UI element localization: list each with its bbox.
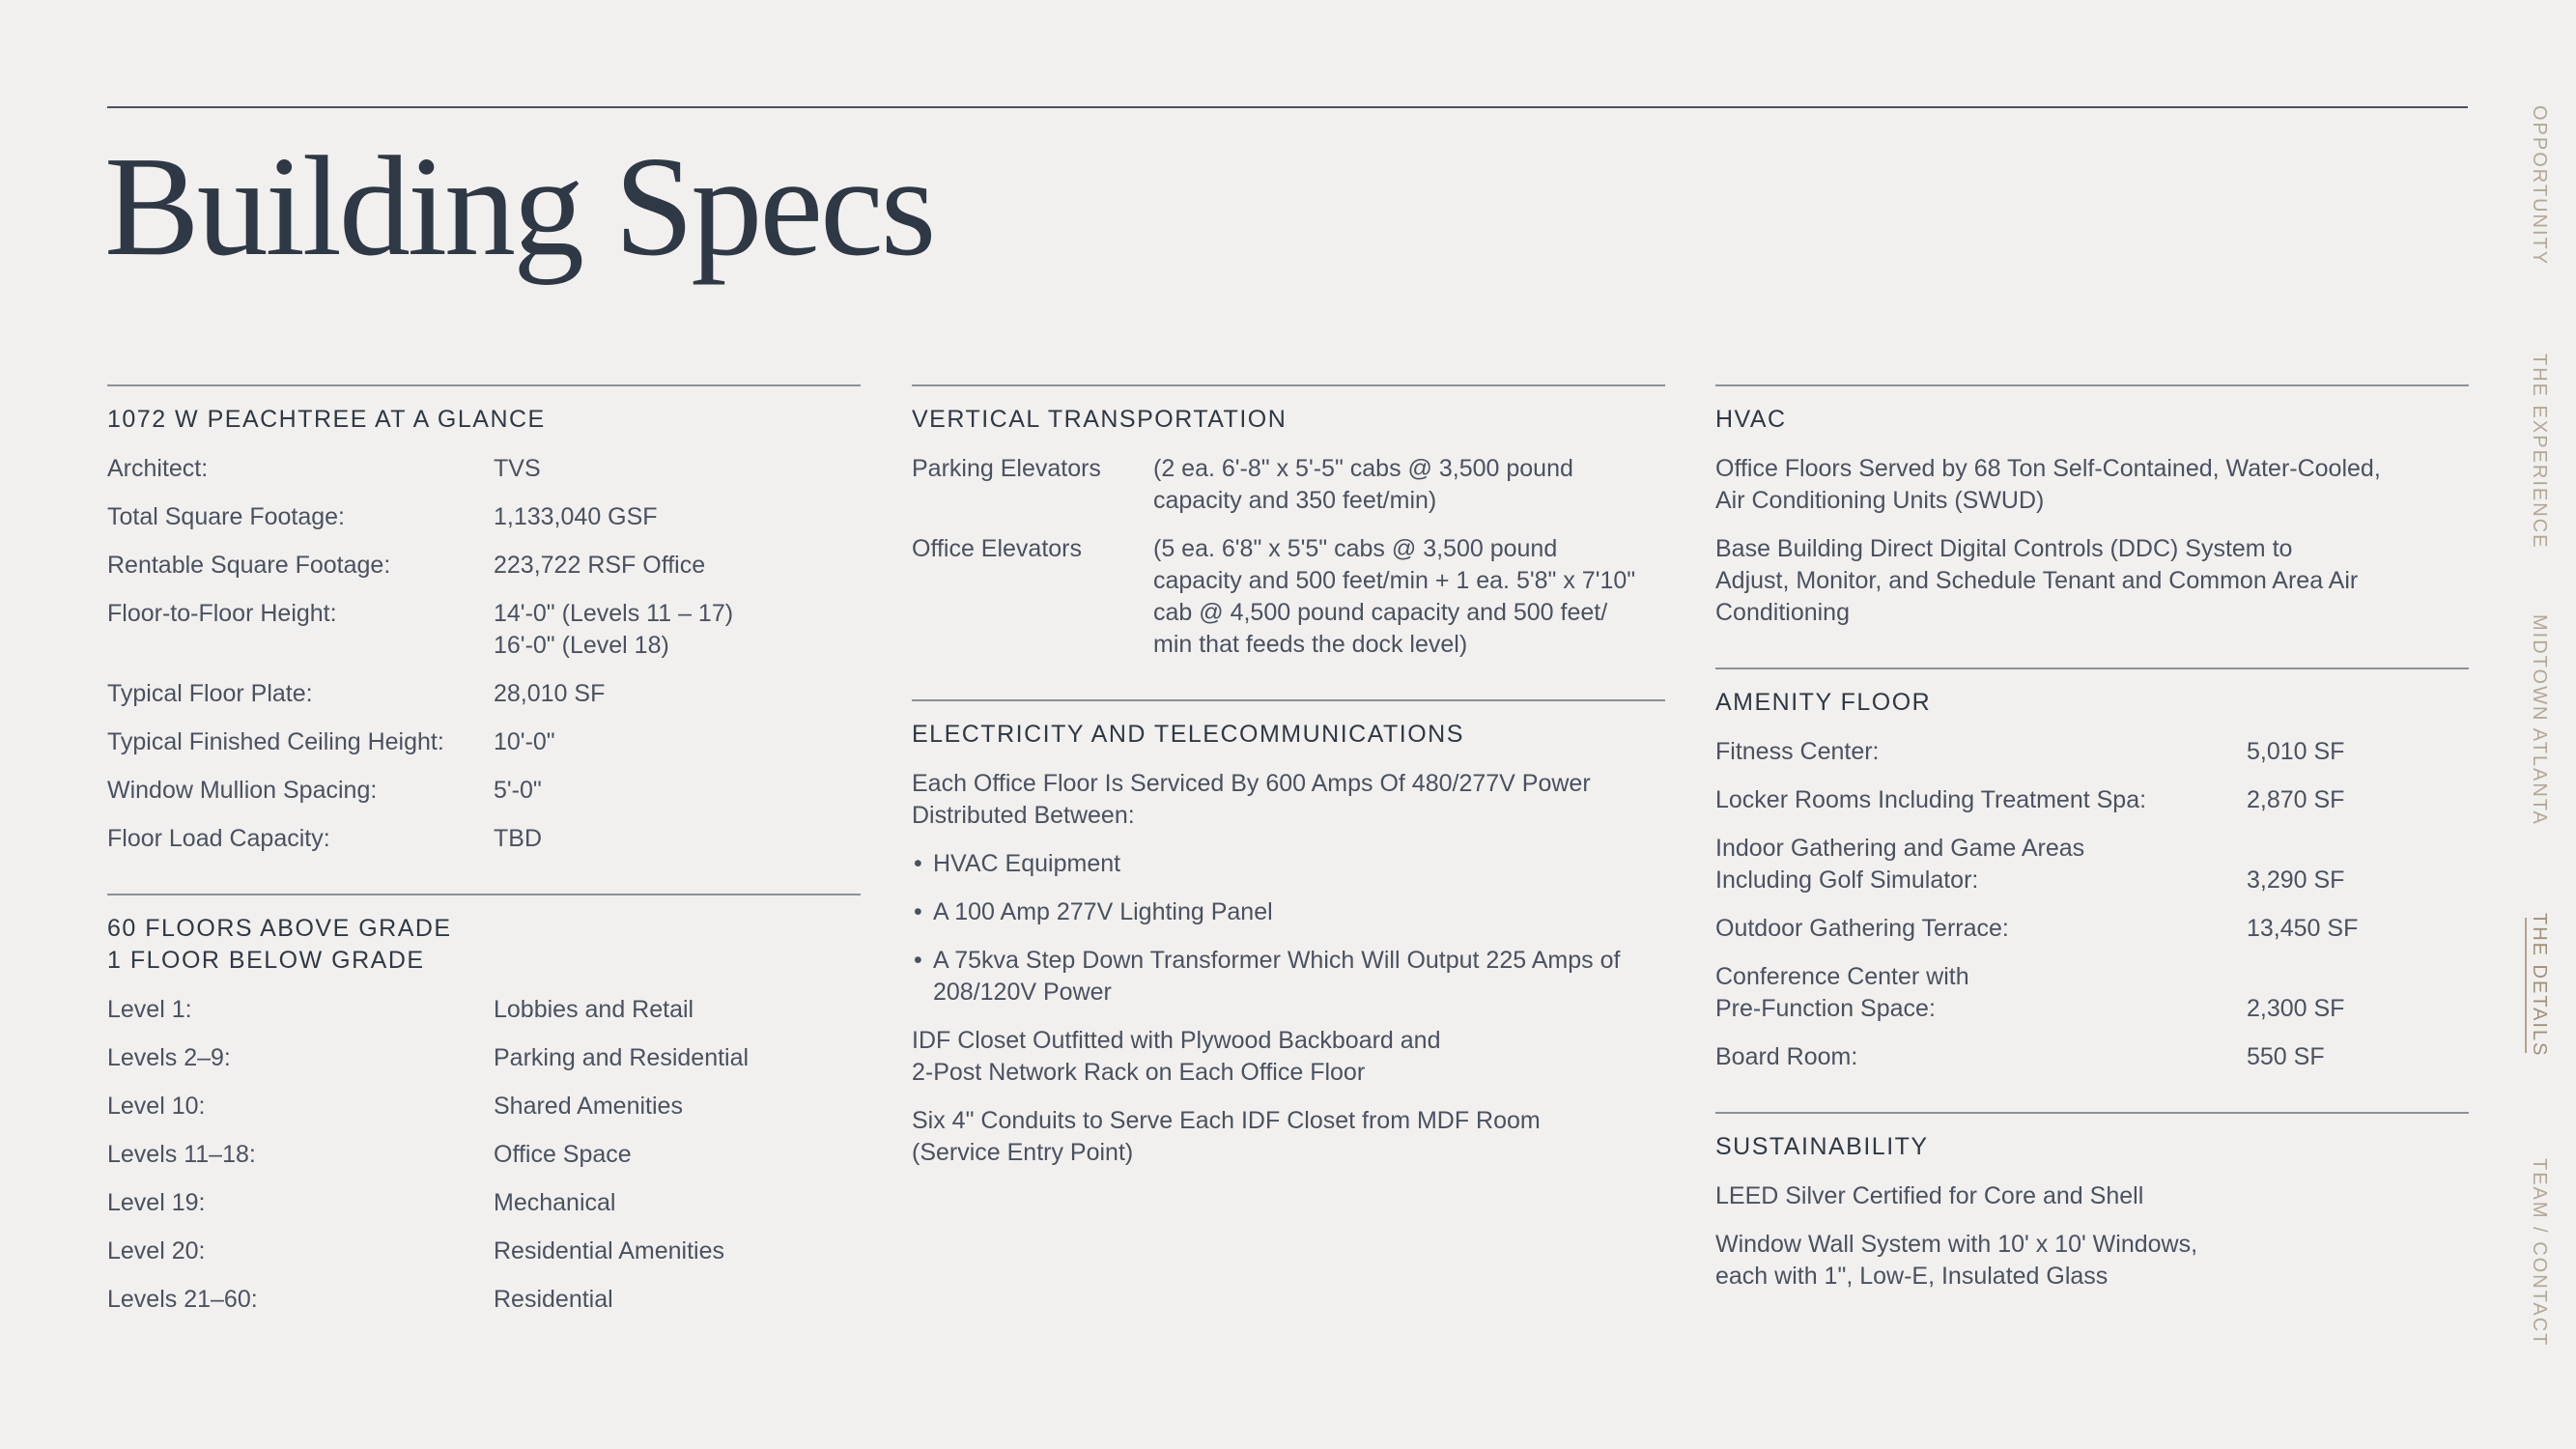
column-left — [107, 384, 861, 1332]
floors-title-line-2: 1 FLOOR BELOW GRADE — [107, 947, 425, 974]
spec-row — [107, 501, 861, 533]
spec-row — [107, 1091, 861, 1122]
spec-label: Level 1: — [107, 996, 192, 1023]
spec-label: Level 19: — [107, 1189, 206, 1216]
section-electricity — [912, 699, 1665, 1169]
spec-row — [107, 1187, 861, 1219]
spec-label: Levels 2–9: — [107, 1044, 231, 1071]
spec-value: (5 ea. 6'8" x 5'5" cabs @ 3,500 pound capacity and 500 feet/min + 1 ea. 5'8" x 7'10" cab @ 4,500 pound capacity and 500 feet/ min that feeds the dock level) — [1153, 535, 1636, 658]
spec-value: 2,870 SF — [2247, 786, 2345, 813]
spec-value: Parking and Residential — [494, 1044, 750, 1071]
nav-label: MIDTOWN ATLANTA — [2529, 614, 2550, 826]
section-sustainability — [1715, 1112, 2469, 1293]
nav-item-team-contact[interactable] — [2502, 1158, 2576, 1348]
section-title-amenity: AMENITY FLOOR — [1715, 689, 1932, 716]
spec-label: Fitness Center: — [1715, 738, 1880, 765]
bullet-text: HVAC Equipment — [933, 850, 1121, 877]
sustainability-windows: Window Wall System with 10' x 10' Windows, each with 1", Low-E, Insulated Glass — [1715, 1231, 2198, 1290]
section-title-electric: ELECTRICITY AND TELECOMMUNICATIONS — [912, 721, 1464, 748]
spec-value: 1,133,040 GSF — [494, 503, 658, 530]
bullet-text: A 75kva Step Down Transformer Which Will Output 225 Amps of 208/120V Power — [933, 947, 1621, 1006]
sustainability-leed: LEED Silver Certified for Core and Shell — [1715, 1182, 2144, 1209]
column-right — [1715, 384, 2469, 1309]
top-divider — [107, 106, 2468, 108]
spec-label: Window Mullion Spacing: — [107, 777, 378, 804]
spec-label: Architect: — [107, 455, 209, 482]
spec-value: Office Space — [494, 1141, 632, 1168]
spec-value: Shared Amenities — [494, 1093, 683, 1120]
spec-row — [107, 1042, 861, 1074]
spec-value: 28,010 SF — [494, 680, 606, 707]
nav-label: THE EXPERIENCE — [2529, 354, 2550, 550]
spec-row — [1715, 833, 2469, 896]
bullet-dot: • — [914, 947, 922, 974]
spec-label: Conference Center with Pre-Function Space: — [1715, 963, 1969, 1022]
floors-title-line-1: 60 FLOORS ABOVE GRADE — [107, 915, 452, 942]
page-title: Building Specs — [104, 128, 934, 286]
spec-row — [107, 775, 861, 807]
spec-label: Levels 11–18: — [107, 1141, 256, 1168]
nav-item-midtown-atlanta[interactable] — [2502, 616, 2576, 824]
spec-label: Board Room: — [1715, 1043, 1858, 1070]
spec-row — [107, 1236, 861, 1267]
nav-item-the-details[interactable] — [2502, 913, 2576, 1058]
bullet-text: A 100 Amp 277V Lighting Panel — [933, 898, 1273, 925]
spec-row — [107, 598, 861, 662]
section-floors — [107, 894, 861, 1316]
spec-row — [107, 726, 861, 758]
spec-value: 5'-0" — [494, 777, 542, 804]
section-glance — [107, 384, 861, 855]
spec-value: Residential Amenities — [494, 1237, 725, 1264]
spec-value: 223,722 RSF Office — [494, 552, 706, 579]
spec-row — [107, 1139, 861, 1171]
spec-value: TVS — [494, 455, 541, 482]
section-vertical-transportation — [912, 384, 1665, 661]
nav-label: TEAM / CONTACT — [2529, 1158, 2550, 1348]
spec-label: Typical Finished Ceiling Height: — [107, 728, 444, 755]
spec-row — [107, 550, 861, 582]
section-hvac — [1715, 384, 2469, 629]
nav-label: OPPORTUNITY — [2529, 105, 2550, 267]
spec-row — [107, 994, 861, 1026]
spec-value: 5,010 SF — [2247, 738, 2345, 765]
section-title-sustainability: SUSTAINABILITY — [1715, 1133, 1929, 1160]
hvac-controls: Base Building Direct Digital Controls (DDC) System to Adjust, Monitor, and Schedule Tenant and Common Area Air Conditioning — [1715, 535, 2359, 626]
spec-row — [1715, 1041, 2469, 1073]
section-title-hvac: HVAC — [1715, 406, 1787, 433]
spec-row — [912, 453, 1665, 517]
spec-row — [107, 823, 861, 855]
list-item — [912, 896, 1665, 928]
spec-label: Level 10: — [107, 1093, 206, 1120]
section-amenity — [1715, 668, 2469, 1073]
section-title-glance: 1072 W PEACHTREE AT A GLANCE — [107, 406, 546, 433]
spec-label: Outdoor Gathering Terrace: — [1715, 915, 2009, 942]
section-title-floors — [107, 913, 861, 977]
list-item — [912, 848, 1665, 880]
list-item — [912, 945, 1665, 1009]
nav-item-the-experience[interactable] — [2502, 354, 2576, 550]
spec-row — [1715, 784, 2469, 816]
spec-row — [1715, 961, 2469, 1025]
spec-label: Rentable Square Footage: — [107, 552, 391, 579]
electric-intro: Each Office Floor Is Serviced By 600 Amps Of 480/277V Power Distributed Between: — [912, 770, 1591, 829]
spec-value: 14'-0" (Levels 11 – 17) 16'-0" (Level 18) — [494, 600, 734, 659]
spec-row — [912, 533, 1665, 661]
spec-label: Levels 21–60: — [107, 1286, 258, 1313]
side-nav — [2502, 0, 2576, 1449]
spec-label: Total Square Footage: — [107, 503, 345, 530]
spec-row — [107, 1284, 861, 1316]
spec-value: 3,290 SF — [2247, 867, 2345, 894]
spec-label: Floor Load Capacity: — [107, 825, 330, 852]
electric-idf-closet: IDF Closet Outfitted with Plywood Backboard and 2-Post Network Rack on Each Office Floor — [912, 1027, 1441, 1086]
nav-label: THE DETAILS — [2529, 913, 2550, 1058]
hvac-units: Office Floors Served by 68 Ton Self-Contained, Water-Cooled, Air Conditioning Units (SWUD) — [1715, 455, 2381, 514]
spec-value: 2,300 SF — [2247, 995, 2345, 1022]
spec-value: 13,450 SF — [2247, 915, 2359, 942]
spec-label: Parking Elevators — [912, 455, 1101, 482]
spec-value: 10'-0" — [494, 728, 555, 755]
spec-value: Lobbies and Retail — [494, 996, 694, 1023]
spec-label: Floor-to-Floor Height: — [107, 600, 337, 627]
nav-item-opportunity[interactable] — [2502, 106, 2576, 266]
bullet-dot: • — [914, 850, 922, 877]
spec-row — [107, 453, 861, 485]
section-title-vertical: VERTICAL TRANSPORTATION — [912, 406, 1288, 433]
spec-label: Locker Rooms Including Treatment Spa: — [1715, 786, 2147, 813]
electric-conduits: Six 4" Conduits to Serve Each IDF Closet from MDF Room (Service Entry Point) — [912, 1107, 1541, 1166]
spec-row — [107, 678, 861, 710]
spec-label: Level 20: — [107, 1237, 206, 1264]
column-middle — [912, 384, 1665, 1185]
bullet-dot: • — [914, 898, 922, 925]
spec-label: Typical Floor Plate: — [107, 680, 313, 707]
spec-label: Office Elevators — [912, 535, 1083, 562]
spec-label: Indoor Gathering and Game Areas Including Golf Simulator: — [1715, 835, 2085, 894]
spec-value: Mechanical — [494, 1189, 616, 1216]
spec-value: TBD — [494, 825, 542, 852]
spec-row — [1715, 913, 2469, 945]
spec-value: Residential — [494, 1286, 613, 1313]
spec-value: 550 SF — [2247, 1043, 2325, 1070]
spec-row — [1715, 736, 2469, 768]
spec-value: (2 ea. 6'-8" x 5'-5" cabs @ 3,500 pound capacity and 350 feet/min) — [1153, 455, 1573, 514]
